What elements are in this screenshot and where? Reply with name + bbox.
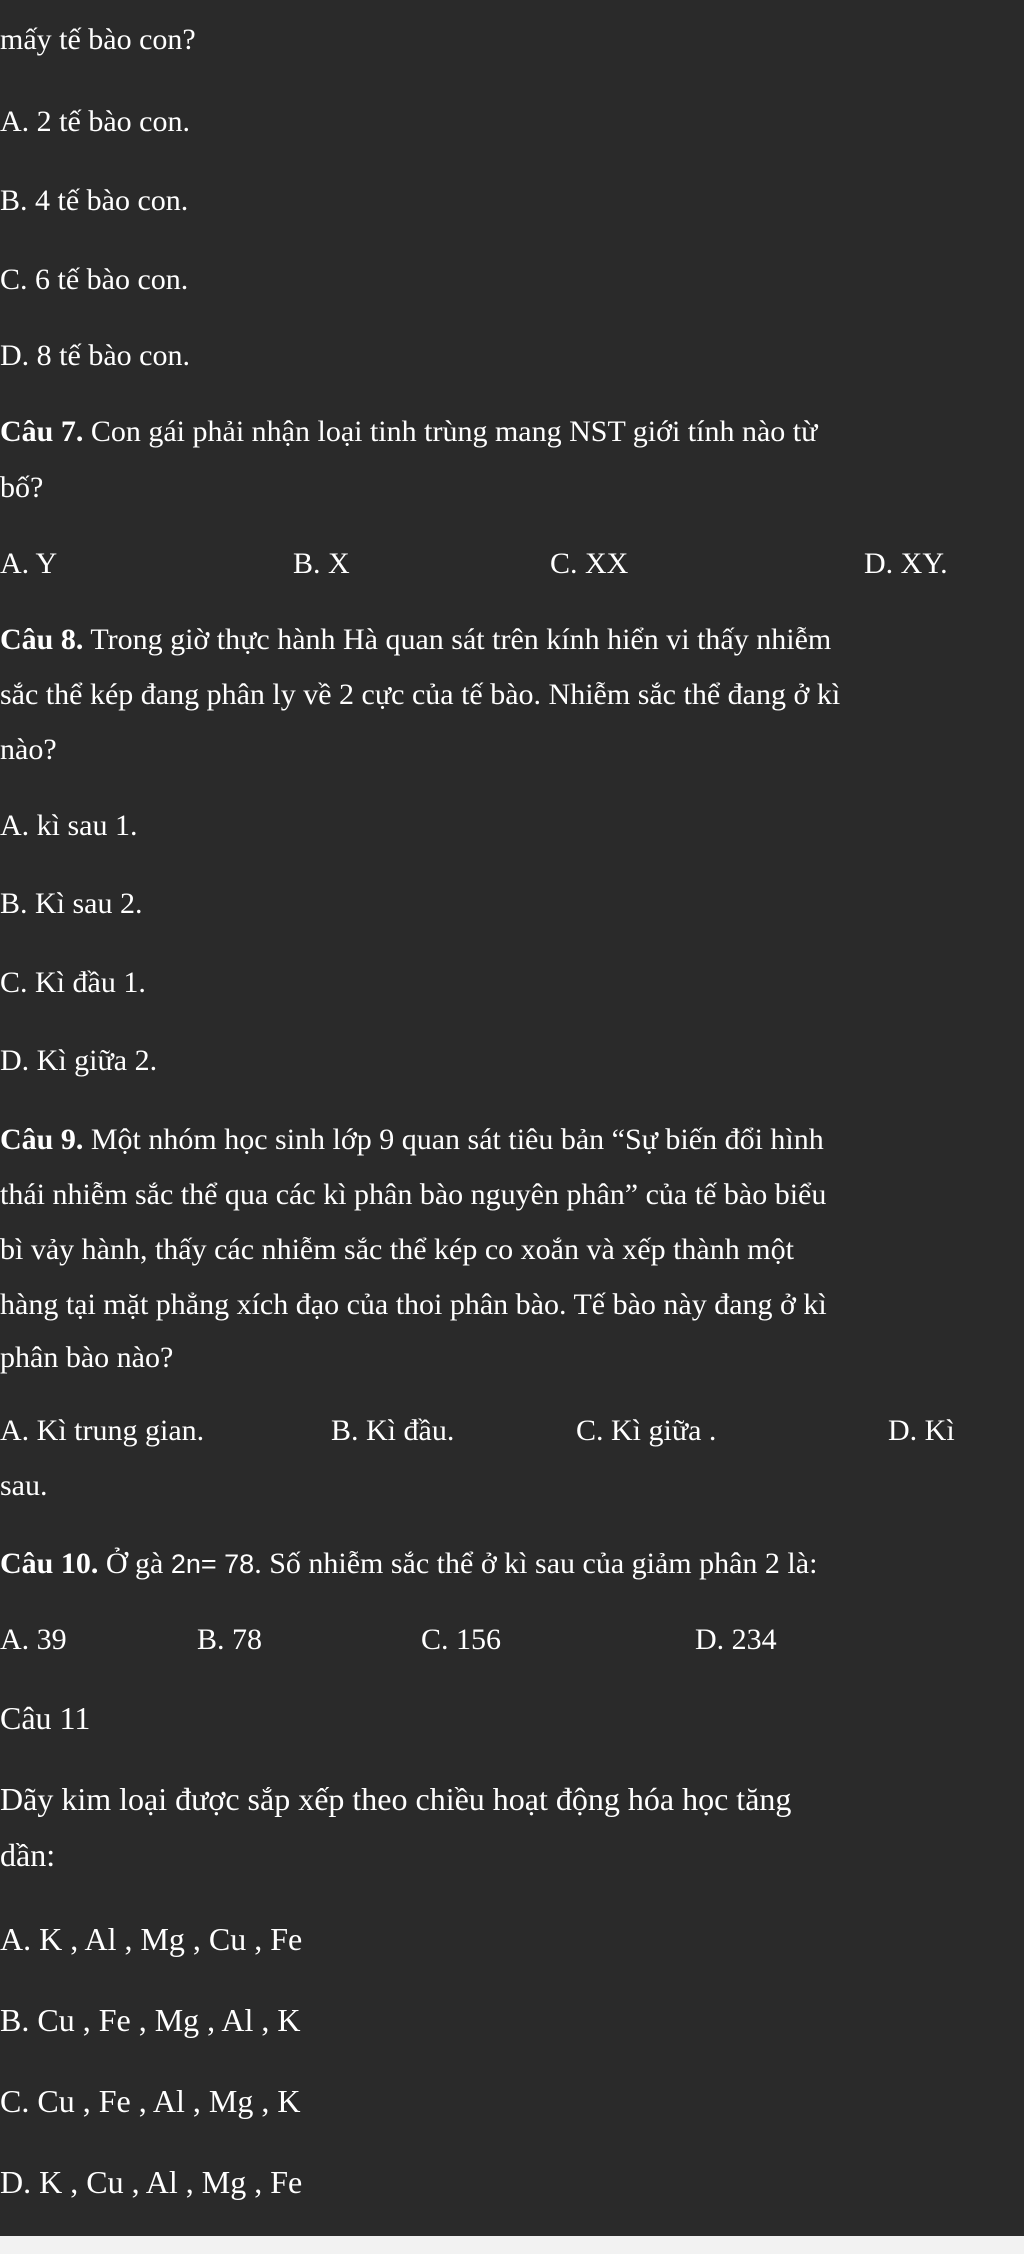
q9-option-c: C. Kì giữa . [576, 1414, 717, 1447]
q9-option-a: A. Kì trung gian. [0, 1414, 205, 1447]
q8-option-a: A. kì sau 1. [0, 809, 138, 842]
q11-stem-line-2: dần: [0, 1837, 56, 1873]
q6-option-b: B. 4 tế bào con. [0, 184, 189, 217]
q9-option-d-wrap: sau. [0, 1469, 48, 1502]
q11-option-b: B. Cu , Fe , Mg , Al , K [0, 2002, 301, 2038]
q10-stem [0, 1546, 817, 1582]
q9-text-1: Một nhóm học sinh lớp 9 quan sát tiêu bản “Sự biến đổi hình [83, 1123, 824, 1156]
q9-stem-line-4: hàng tại mặt phẳng xích đạo của thoi phân bào. Tế bào này đang ở kì [0, 1288, 827, 1321]
q7-option-c: C. XX [550, 547, 629, 580]
q7-stem-line-1 [0, 414, 817, 450]
q8-stem-line-3: nào? [0, 733, 57, 766]
q11-label: Câu 11 [0, 1700, 91, 1736]
q10-label: Câu 10. [0, 1547, 99, 1580]
q8-stem-line-1 [0, 622, 831, 658]
q9-stem-line-2: thái nhiễm sắc thể qua các kì phân bào nguyên phân” của tế bào biểu [0, 1178, 827, 1211]
q7-text-1: Con gái phải nhận loại tinh trùng mang NST giới tính nào từ [83, 415, 818, 448]
q7-option-b: B. X [293, 547, 350, 580]
q8-stem-line-2: sắc thể kép đang phân ly về 2 cực của tế bào. Nhiễm sắc thể đang ở kì [0, 678, 841, 711]
q11-stem-line-1: Dãy kim loại được sắp xếp theo chiều hoạt động hóa học tăng [0, 1781, 792, 1817]
q7-stem-line-2: bố? [0, 471, 44, 504]
q8-option-b: B. Kì sau 2. [0, 887, 143, 920]
q10-option-d: D. 234 [695, 1623, 777, 1656]
q9-label: Câu 9. [0, 1123, 84, 1156]
q7-option-d: D. XY. [864, 547, 948, 580]
q10-text-a: Ở gà [98, 1547, 171, 1580]
q6-option-a: A. 2 tế bào con. [0, 105, 190, 138]
q8-label: Câu 8. [0, 623, 84, 656]
q7-label: Câu 7. [0, 415, 84, 448]
q9-option-d: D. Kì [888, 1414, 955, 1447]
q10-equation: 2n= 78 [170, 1549, 255, 1579]
bottom-edge-strip [0, 2236, 1024, 2254]
q6-option-d: D. 8 tế bào con. [0, 339, 190, 372]
q9-stem-line-3: bì vảy hành, thấy các nhiễm sắc thể kép co xoắn và xếp thành một [0, 1233, 794, 1266]
q10-option-c: C. 156 [421, 1623, 502, 1656]
q6-option-c: C. 6 tế bào con. [0, 263, 189, 296]
q7-option-a: A. Y [0, 547, 58, 580]
q9-option-b: B. Kì đầu. [331, 1414, 455, 1447]
q11-option-d: D. K , Cu , Al , Mg , Fe [0, 2164, 303, 2200]
q6-text-tail: mấy tế bào con? [0, 23, 196, 56]
cropped-previous-line [0, 0, 1024, 4]
q10-option-b: B. 78 [197, 1623, 263, 1656]
q8-option-c: C. Kì đầu 1. [0, 966, 146, 999]
q11-option-c: C. Cu , Fe , Al , Mg , K [0, 2083, 301, 2119]
q10-text-b: . Số nhiễm sắc thể ở kì sau của giảm phân 2 là: [254, 1547, 818, 1580]
q8-option-d: D. Kì giữa 2. [0, 1044, 158, 1077]
q9-stem-line-1 [0, 1122, 824, 1158]
q11-option-a: A. K , Al , Mg , Cu , Fe [0, 1921, 303, 1957]
q10-option-a: A. 39 [0, 1623, 67, 1656]
q8-text-1: Trong giờ thực hành Hà quan sát trên kính hiển vi thấy nhiễm [83, 623, 832, 656]
q9-stem-line-5: phân bào nào? [0, 1341, 174, 1374]
